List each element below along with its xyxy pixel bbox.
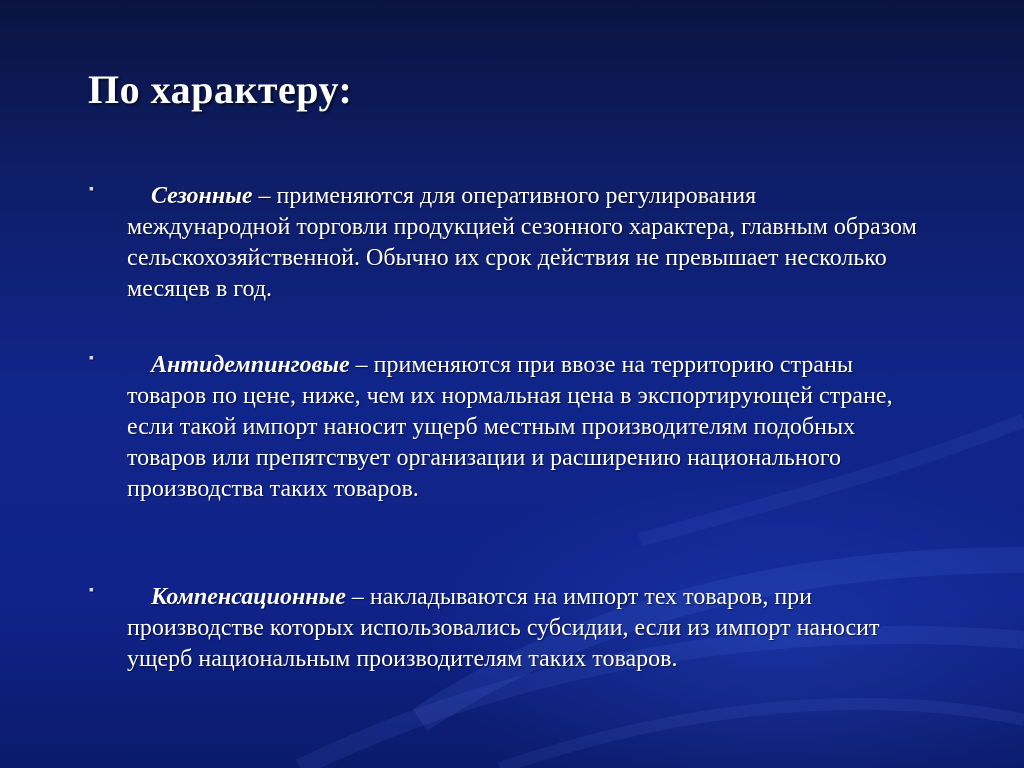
- bullet-text: накладываются на импорт тех товаров, при производстве которых использовались субсидии, если из импорт наносит ущерб национальным производителям таких товаров.: [127, 584, 880, 672]
- bullet-text: применяются при ввозе на территорию страны товаров по цене, ниже, чем их нормальная цена в экспортирующей стране, если такой импорт наносит ущерб местным производителям подобных товаров или препятствует организации и расширению национального производства таких товаров.: [127, 352, 893, 502]
- bullet-item-antidumping: [89, 350, 917, 505]
- bullet-text: применяются для оперативного регулирования международной торговли продукцией сезонного характера, главным образом сельскохозяйственной. Обычно их срок действия не превышает несколько месяцев в год.: [127, 183, 917, 302]
- bullet-term: Компенсационные: [151, 584, 346, 610]
- term-dash: –: [252, 183, 277, 209]
- bullet-term: Сезонные: [151, 183, 253, 209]
- square-bullet-icon: ▪: [89, 351, 94, 366]
- bullet-item-compensatory: [89, 582, 917, 675]
- bullet-term: Антидемпинговые: [151, 352, 350, 378]
- square-bullet-icon: ▪: [89, 182, 94, 197]
- square-bullet-icon: ▪: [89, 583, 94, 598]
- term-dash: –: [349, 352, 374, 378]
- term-dash: –: [345, 584, 370, 610]
- bullet-item-seasonal: [89, 181, 917, 305]
- slide-title: По характеру:: [88, 67, 353, 112]
